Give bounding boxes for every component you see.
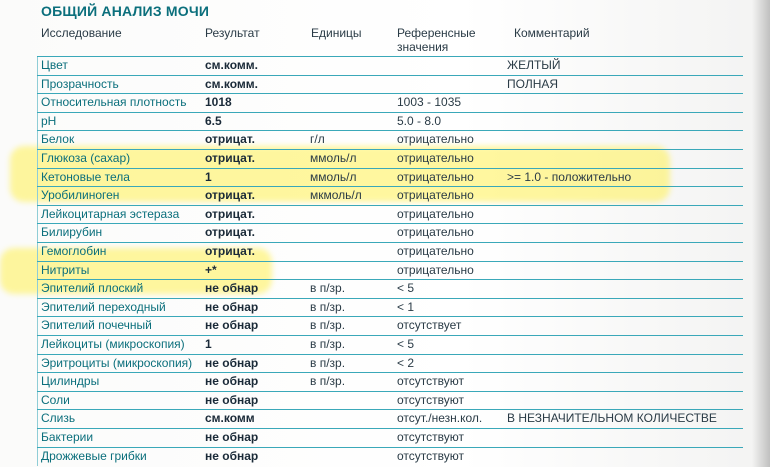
header-reference-line1: Референсные (397, 26, 476, 40)
cell-result: 1018 (205, 95, 232, 110)
cell-comment: В НЕЗНАЧИТЕЛЬНОМ КОЛИЧЕСТВЕ (507, 411, 717, 426)
cell-reference: отсутствуют (397, 392, 464, 407)
cell-result: отрицат. (205, 225, 255, 240)
cell-reference: отрицательно (397, 151, 474, 165)
cell-test: Эпителий почечный (41, 318, 152, 333)
table-row (0, 149, 770, 168)
cell-reference: отрицательно (397, 132, 474, 147)
table-row (0, 168, 770, 187)
cell-units: в п/зр. (310, 299, 346, 314)
cell-test: Лейкоциты (микроскопия) (41, 337, 185, 351)
cell-result: отрицат. (205, 206, 255, 221)
cell-result: +* (205, 262, 217, 277)
cell-reference: отсутствуют (397, 430, 464, 444)
table-row (0, 205, 770, 224)
cell-test: Бактерии (41, 430, 94, 444)
cell-reference: отсутствуют (397, 448, 464, 463)
cell-test: Нитриты (41, 262, 90, 277)
cell-test: Эпителий плоский (41, 281, 144, 296)
cell-comment: ПОЛНАЯ (507, 76, 559, 91)
cell-units: ммоль/л (310, 169, 357, 184)
cell-result: отрицат. (205, 151, 255, 165)
cell-comment: >= 1.0 - положительно (507, 169, 632, 184)
cell-comment: ЖЕЛТЫЙ (507, 58, 561, 72)
row-divider (37, 354, 743, 355)
row-divider (37, 205, 743, 206)
cell-test: Цилиндры (41, 374, 100, 389)
cell-test: Лейкоцитарная эстераза (41, 206, 180, 221)
row-divider (37, 242, 743, 243)
row-divider (37, 149, 743, 150)
cell-units: в п/зр. (310, 281, 346, 296)
cell-reference: < 5 (397, 337, 415, 351)
cell-units: в п/зр. (310, 318, 346, 333)
cell-test: Белок (41, 132, 75, 147)
table-row (0, 372, 770, 391)
page-title: ОБЩИЙ АНАЛИЗ МОЧИ (41, 3, 210, 19)
row-divider (37, 372, 743, 373)
cell-test: Эритроциты (микроскопия) (41, 355, 193, 370)
row-divider (37, 335, 743, 336)
row-divider (37, 186, 743, 187)
table-row (0, 447, 770, 466)
cell-test: Соли (41, 392, 70, 407)
cell-reference: 1003 - 1035 (397, 95, 462, 110)
cell-result: 6.5 (205, 113, 222, 128)
cell-result: отрицат. (205, 244, 255, 258)
cell-test: Уробилиноген (41, 188, 120, 203)
cell-reference: отсутствует (397, 318, 462, 333)
table-row (0, 75, 770, 94)
cell-result: не обнар (205, 392, 259, 407)
cell-units: ммоль/л (310, 151, 357, 165)
cell-reference: отрицательно (397, 188, 474, 203)
cell-test: Билирубин (41, 225, 103, 240)
cell-result: см.комм (205, 411, 255, 426)
cell-test: Относительная плотность (41, 95, 187, 110)
cell-result: не обнар (205, 430, 259, 444)
cell-result: не обнар (205, 355, 259, 370)
table-row (0, 409, 770, 428)
table-row (0, 279, 770, 298)
cell-result: см.комм. (205, 76, 258, 91)
cell-result: отрицат. (205, 132, 255, 147)
table-row (0, 391, 770, 410)
row-divider (37, 261, 743, 262)
row-divider (37, 428, 743, 429)
row-divider (37, 130, 743, 131)
table-row (0, 298, 770, 317)
row-divider (37, 409, 743, 410)
cell-test: pH (41, 113, 57, 128)
cell-reference: отрицательно (397, 206, 474, 221)
cell-reference: отсутствуют (397, 374, 464, 389)
cell-reference: 5.0 - 8.0 (397, 113, 442, 128)
row-divider (37, 316, 743, 317)
row-divider (37, 391, 743, 392)
row-divider (37, 223, 743, 224)
cell-test: Глюкоза (сахар) (41, 151, 131, 165)
cell-reference: < 1 (397, 299, 415, 314)
cell-reference: отрицательно (397, 225, 474, 240)
cell-result: 1 (205, 169, 212, 184)
cell-units: в п/зр. (310, 374, 346, 389)
table-row (0, 93, 770, 112)
cell-result: 1 (205, 337, 212, 351)
cell-result: см.комм. (205, 58, 258, 72)
cell-units: в п/зр. (310, 337, 346, 351)
table-row (0, 56, 770, 75)
header-result: Результат (205, 26, 260, 40)
header-reference (397, 26, 476, 54)
row-divider (37, 56, 743, 57)
cell-units: мкмоль/л (310, 188, 362, 203)
cell-result: не обнар (205, 318, 259, 333)
header-reference-line2: значения (397, 40, 449, 54)
cell-test: Слизь (41, 411, 76, 426)
cell-result: не обнар (205, 374, 259, 389)
cell-units: г/л (310, 132, 325, 147)
cell-result: не обнар (205, 299, 259, 314)
cell-reference: отсут./незн.кол. (397, 411, 483, 426)
row-divider (37, 112, 743, 113)
cell-units: в п/зр. (310, 355, 346, 370)
cell-test: Дрожжевые грибки (41, 448, 147, 463)
cell-reference: отрицательно (397, 244, 474, 258)
table-row (0, 130, 770, 149)
table-row (0, 354, 770, 373)
table-row (0, 112, 770, 131)
cell-result: отрицат. (205, 188, 255, 203)
row-divider (37, 168, 743, 169)
cell-test: Цвет (41, 58, 68, 72)
row-divider (37, 279, 743, 280)
cell-result: не обнар (205, 281, 259, 296)
cell-test: Гемоглобин (41, 244, 107, 258)
table-row (0, 428, 770, 447)
table-row (0, 223, 770, 242)
row-divider (37, 298, 743, 299)
cell-reference: отрицательно (397, 169, 474, 184)
row-divider (37, 447, 743, 448)
cell-test: Прозрачность (41, 76, 119, 91)
table-row (0, 186, 770, 205)
header-units: Единицы (311, 26, 362, 40)
row-divider (37, 93, 743, 94)
cell-reference: < 2 (397, 355, 415, 370)
cell-result: не обнар (205, 448, 259, 463)
cell-reference: отрицательно (397, 262, 474, 277)
cell-test: Эпителий переходный (41, 299, 166, 314)
cell-test: Кетоновые тела (41, 169, 130, 184)
page-edge-shadow (752, 0, 770, 467)
table-row (0, 316, 770, 335)
table-row (0, 242, 770, 261)
table-row (0, 335, 770, 354)
header-test: Исследование (41, 26, 122, 40)
row-divider (37, 75, 743, 76)
cell-reference: < 5 (397, 281, 415, 296)
header-comment: Комментарий (514, 26, 590, 40)
table-row (0, 261, 770, 280)
